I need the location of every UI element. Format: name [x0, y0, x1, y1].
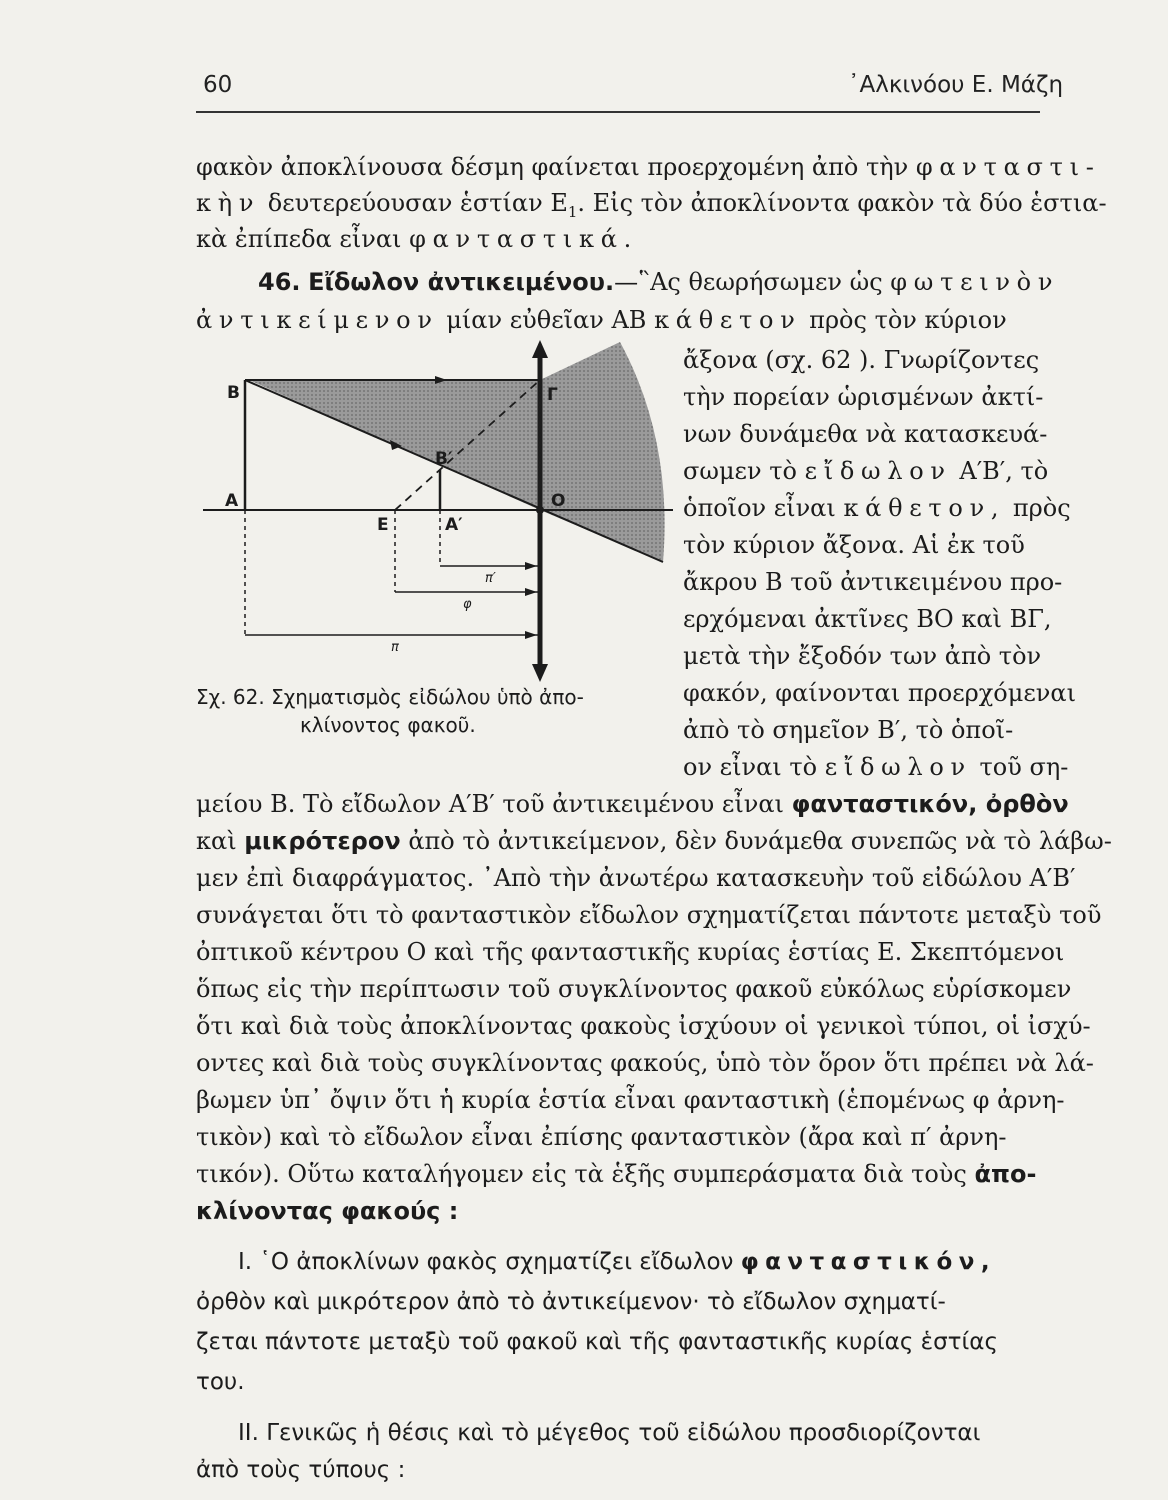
- label-phi: φ: [463, 597, 472, 612]
- header-rule: [196, 111, 1040, 113]
- label-b: Β: [227, 383, 240, 403]
- side-line-8: ερχόμεναι ἀκτῖνες ΒΟ καὶ ΒΓ,: [683, 605, 1052, 633]
- side-line-4: σωμεν τὸ εἴδωλον Α′Β′, τὸ: [683, 457, 1049, 485]
- body-line-1: μείου Β. Τὸ εἴδωλον Α′Β′ τοῦ ἀντικειμένου εἶναι φανταστικόν, ὀρθὸν: [196, 790, 1069, 818]
- label-o: Ο: [551, 491, 566, 511]
- side-line-3: νων δυνάμεθα νὰ κατασκευά-: [683, 420, 1048, 448]
- side-line-9: μετὰ τὴν ἔξοδόν των ἀπὸ τὸν: [683, 642, 1042, 670]
- lens-bottom-arrow: [532, 664, 548, 682]
- body-line-7: ὅτι καὶ διὰ τοὺς ἀποκλίνοντας φακοὺς ἰσχύουν οἱ γενικοὶ τύποι, οἱ ἰσχύ-: [196, 1012, 1091, 1040]
- label-pi: π: [391, 640, 399, 655]
- label-a: Α: [225, 491, 239, 511]
- body-line-6: ὅπως εἰς τὴν περίπτωσιν τοῦ συγκλίνοντος φακοῦ εὐκόλως εὑρίσκομεν: [196, 975, 1072, 1003]
- side-line-12: ον εἶναι τὸ εἴδωλον τοῦ ση-: [683, 753, 1069, 781]
- page-number: 60: [203, 72, 233, 98]
- dimension-pi-arrow: [525, 631, 537, 639]
- body-line-4: συνάγεται ὅτι τὸ φανταστικὸν εἴδωλον σχηματίζεται πάντοτε μεταξὺ τοῦ: [196, 901, 1102, 929]
- label-b-prime: Β′: [435, 449, 453, 469]
- figure-caption-line-1: Σχ. 62. Σχηματισμὸς εἰδώλου ὑπὸ ἀπο-: [196, 685, 584, 709]
- body-line-5: ὀπτικοῦ κέντρου Ο καὶ τῆς φανταστικῆς κυρίας ἑστίας Ε. Σκεπτόμενοι: [196, 938, 1065, 966]
- side-line-11: ἀπὸ τὸ σημεῖον Β′, τὸ ὁποῖ-: [683, 716, 1014, 744]
- label-e: Ε: [377, 515, 389, 535]
- label-a-prime: Α′: [445, 515, 463, 535]
- body-line-3: μεν ἐπὶ διαφράγματος. ᾿Απὸ τὴν ἀνωτέρω κατασκευὴν τοῦ εἰδώλου Α′Β′: [196, 864, 1076, 892]
- dimension-phi-arrow: [525, 588, 537, 596]
- optical-center-point: [536, 506, 544, 514]
- conclusion-i-line-4: του.: [196, 1369, 245, 1395]
- running-title: ᾿Αλκινόου Ε. Μάζη: [848, 72, 1064, 98]
- side-line-2: τὴν πορείαν ὡρισμένων ἀκτί-: [683, 383, 1044, 411]
- dimension-pi-prime-arrow: [525, 562, 537, 570]
- body-line-12: κλίνοντας φακούς :: [196, 1197, 459, 1225]
- body-line-11: τικόν). Οὕτω καταλήγομεν εἰς τὰ ἑξῆς συμπεράσματα διὰ τοὺς ἀπο-: [196, 1160, 1037, 1188]
- section-heading-line: 46. Εἴδωλον ἀντικειμένου.—῝Ας θεωρήσωμεν ὡς φωτεινὸν: [258, 268, 1060, 296]
- conclusion-ii-line-2: ἀπὸ τοὺς τύπους :: [196, 1457, 406, 1483]
- conclusion-i-line-2: ὀρθὸν καὶ μικρότερον ἀπὸ τὸ ἀντικείμενον· τὸ εἴδωλον σχηματί-: [196, 1289, 946, 1315]
- side-line-5: ὁποῖον εἶναι κάθετον, πρὸς: [683, 494, 1071, 522]
- conclusion-ii-line-1: II. Γενικῶς ἡ θέσις καὶ τὸ μέγεθος τοῦ εἰδώλου προσδιορίζονται: [238, 1420, 981, 1446]
- body-line-9: βωμεν ὑπ᾿ ὄψιν ὅτι ἡ κυρία ἑστία εἶναι φανταστικὴ (ἑπομένως φ ἀρνη-: [196, 1086, 1065, 1114]
- section-title: Εἴδωλον ἀντικειμένου.: [308, 268, 615, 296]
- section-number: 46.: [258, 268, 301, 296]
- shaded-ray-region-right: [540, 342, 665, 562]
- side-line-1: ἄξονα (σχ. 62 ). Γνωρίζοντες: [683, 346, 1040, 374]
- body-line-2: καὶ μικρότερον ἀπὸ τὸ ἀντικείμενον, δὲν δυνάμεθα συνεπῶς νὰ τὸ λάβω-: [196, 827, 1112, 855]
- body-line-10: τικὸν) καὶ τὸ εἴδωλον εἶναι ἐπίσης φανταστικὸν (ἄρα καὶ π′ ἀρνη-: [196, 1123, 1007, 1151]
- intro-line-1: φακὸν ἀποκλίνουσα δέσμη φαίνεται προερχομένη ἀπὸ τὴν φανταστι-: [196, 153, 1101, 181]
- lens-top-arrow: [532, 340, 548, 358]
- side-line-6: τὸν κύριον ἄξονα. Αἱ ἐκ τοῦ: [683, 531, 1025, 559]
- body-line-8: οντες καὶ διὰ τοὺς συγκλίνοντας φακούς, ὑπὸ τὸν ὅρον ὅτι πρέπει νὰ λά-: [196, 1049, 1094, 1077]
- conclusion-i-line-3: ζεται πάντοτε μεταξὺ τοῦ φακοῦ καὶ τῆς φανταστικῆς κυρίας ἑστίας: [196, 1329, 998, 1355]
- lens-diagram-figure: [195, 330, 675, 690]
- side-line-10: φακόν, φαίνονται προερχόμεναι: [683, 679, 1076, 707]
- conclusion-i-line-1: I. ῾Ο ἀποκλίνων φακὸς σχηματίζει εἴδωλον φανταστικόν,: [238, 1249, 997, 1275]
- figure-caption-line-2: κλίνοντος φακοῦ.: [300, 713, 476, 737]
- section-line-2: ἀντικείμενον μίαν εὐθεῖαν ΑΒ κάθετον πρὸς τὸν κύριον: [196, 306, 1007, 334]
- intro-line-3: κὰ ἐπίπεδα εἶναι φανταστικά.: [196, 225, 639, 253]
- intro-line-2: κὴν δευτερεύουσαν ἑστίαν $E_1$. Εἰς τὸν ἀποκλίνοντα φακὸν τὰ δύο ἑστια-: [196, 189, 1107, 221]
- label-pi-prime: π′: [485, 571, 496, 586]
- label-gamma: Γ: [547, 385, 558, 405]
- side-line-7: ἄκρου Β τοῦ ἀντικειμένου προ-: [683, 568, 1063, 596]
